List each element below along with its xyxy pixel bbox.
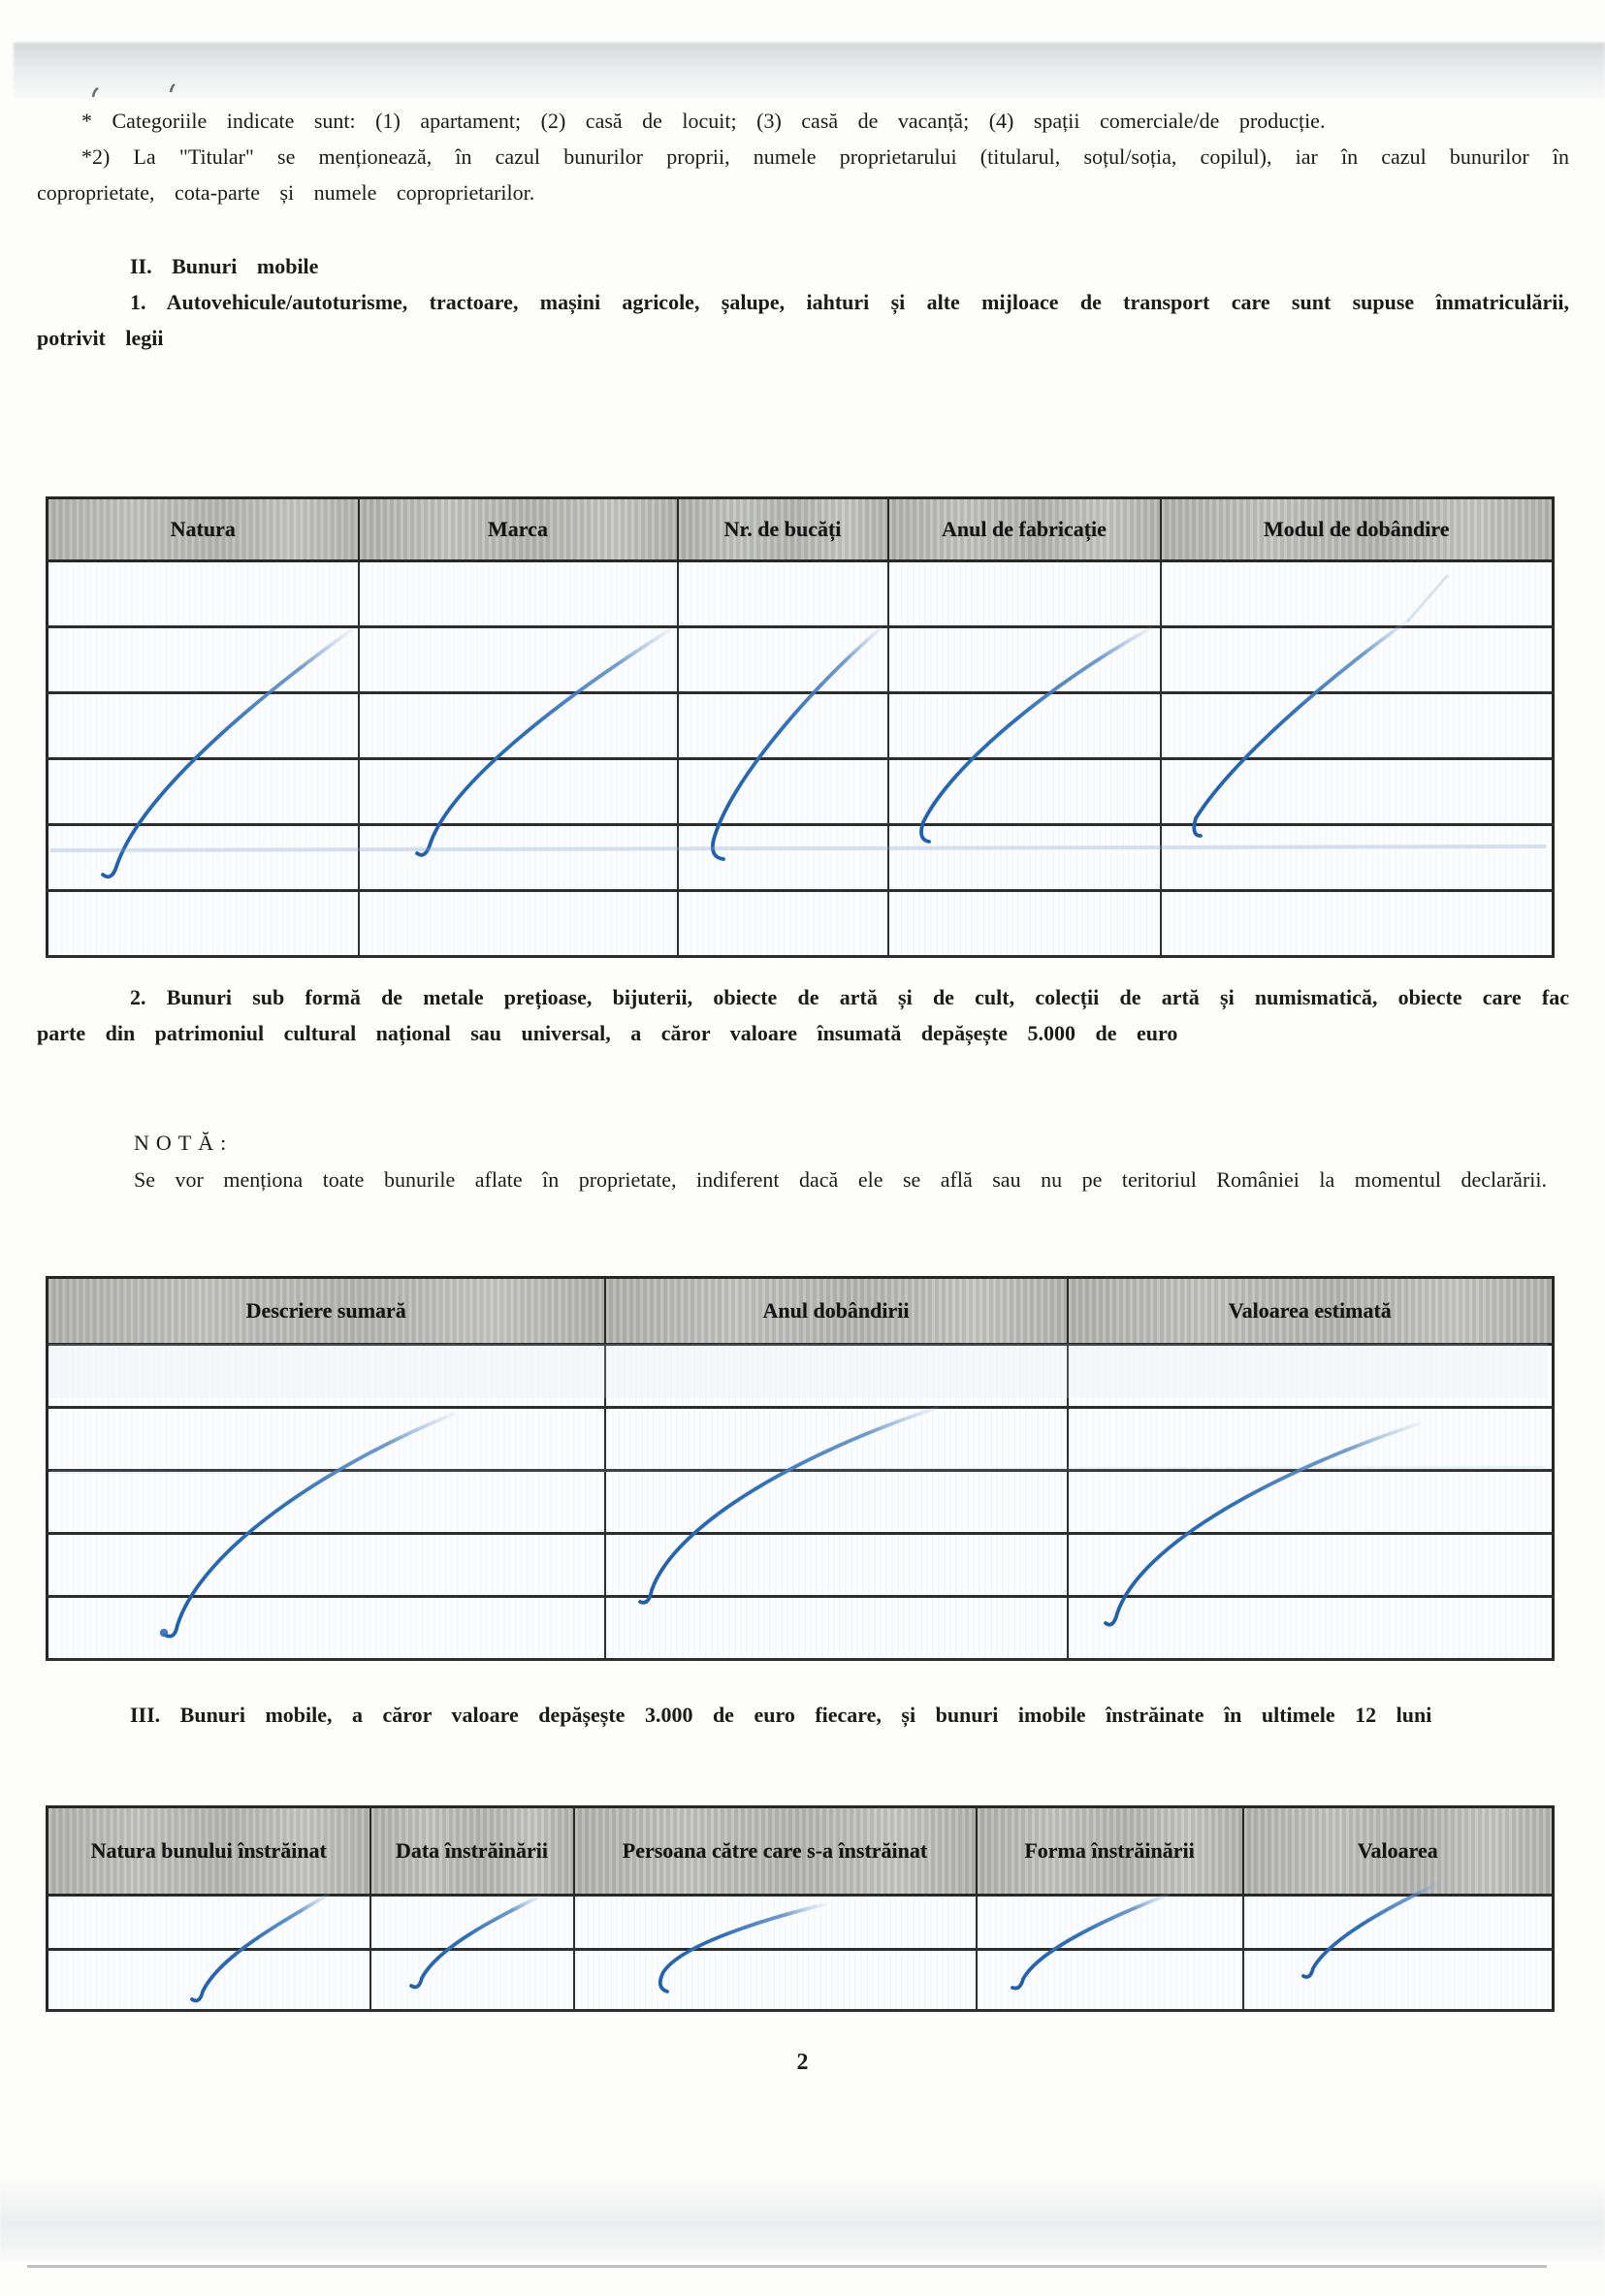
- table-row: [48, 1896, 1554, 1950]
- column-header-marca: Marca: [359, 498, 678, 561]
- empty-cell: [359, 825, 678, 891]
- empty-cell: [48, 891, 359, 957]
- column-header-anul-dobandirii: Anul dobândirii: [605, 1278, 1068, 1345]
- empty-cell: [1068, 1597, 1554, 1660]
- footnote-titular: *2) La "Titular" se menționează, în cazul bunurilor proprii, numele proprietarului (titularul, soțul/soția, copilul), iar în cazul bunurilor în coproprietate, cota-parte și numele coproprietarilor.: [37, 144, 1569, 205]
- column-header-persoana: Persoana către care s-a înstrăinat: [574, 1807, 977, 1896]
- empty-cell: [678, 759, 888, 825]
- empty-cell: [1068, 1471, 1554, 1534]
- empty-cell: [359, 891, 678, 957]
- empty-cell: [48, 759, 359, 825]
- empty-cell: [678, 891, 888, 957]
- empty-cell: [605, 1408, 1068, 1471]
- empty-cell: [48, 1408, 605, 1471]
- empty-cell: [370, 1896, 574, 1950]
- table-row: [48, 1408, 1554, 1471]
- vehicles-table-header-row: [48, 498, 1554, 561]
- empty-cell: [48, 627, 359, 693]
- column-header-an-fabricatie: Anul de fabricație: [888, 498, 1161, 561]
- empty-cell: [1161, 627, 1554, 693]
- column-header-natura: Natura: [48, 498, 359, 561]
- alienated-table-header-row: [48, 1807, 1554, 1896]
- valuables-table-header-row: [48, 1278, 1554, 1345]
- empty-cell: [48, 1597, 605, 1660]
- valuables-table: [46, 1276, 1555, 1661]
- column-header-valoarea-estimata: Valoarea estimată: [1068, 1278, 1554, 1345]
- empty-cell: [574, 1896, 977, 1950]
- scan-artifact-bottom-line: [27, 2265, 1547, 2268]
- table-row: [48, 1950, 1554, 2011]
- scan-artifact-bottom-band: [0, 2176, 1605, 2261]
- empty-cell: [888, 693, 1161, 759]
- empty-cell: [359, 693, 678, 759]
- empty-cell: [888, 561, 1161, 627]
- table-row: [48, 759, 1554, 825]
- empty-cell: [574, 1950, 977, 2011]
- table-row: [48, 1345, 1554, 1408]
- empty-cell: [605, 1534, 1068, 1597]
- section-ii-title: II. Bunuri mobile: [130, 254, 319, 278]
- empty-cell: [977, 1950, 1243, 2011]
- section-ii-item1-heading: 1. Autovehicule/autoturisme, tractoare, mașini agricole, șalupe, iahturi și alte mijloace de transport care sunt supuse înmatriculării, potrivit legii: [37, 290, 1569, 350]
- page-number: 2: [796, 2050, 809, 2075]
- empty-cell: [605, 1471, 1068, 1534]
- empty-cell: [678, 561, 888, 627]
- empty-cell: [48, 693, 359, 759]
- empty-cell: [678, 693, 888, 759]
- empty-cell: [888, 627, 1161, 693]
- empty-cell: [359, 759, 678, 825]
- empty-cell: [1161, 825, 1554, 891]
- empty-cell: [48, 1534, 605, 1597]
- empty-cell: [1161, 693, 1554, 759]
- scan-artifact-top-band: [14, 43, 1605, 99]
- empty-cell: [359, 627, 678, 693]
- empty-cell: [977, 1896, 1243, 1950]
- empty-cell: [48, 561, 359, 627]
- footnotes: [37, 103, 1569, 210]
- table-row: [48, 891, 1554, 957]
- empty-cell: [1161, 759, 1554, 825]
- empty-cell: [1068, 1534, 1554, 1597]
- empty-cell: [605, 1345, 1068, 1408]
- empty-cell: [48, 1471, 605, 1534]
- empty-cell: [605, 1597, 1068, 1660]
- column-header-forma: Forma înstrăinării: [977, 1807, 1243, 1896]
- section-ii-item2-heading: 2. Bunuri sub formă de metale prețioase, bijuterii, obiecte de artă și de cult, colecții de artă și numismatică, obiecte care fac parte din patrimoniul cultural național sau universal, a căror valoare însumată depășește 5.000 de euro: [37, 985, 1569, 1045]
- column-header-nr-bucati: Nr. de bucăți: [678, 498, 888, 561]
- column-header-mod-dobandire: Modul de dobândire: [1161, 498, 1554, 561]
- nota-label: NOTĂ:: [134, 1131, 234, 1155]
- table-row: [48, 561, 1554, 627]
- section-iii-heading: III. Bunuri mobile, a căror valoare depășește 3.000 de euro fiecare, și bunuri imobile înstrăinate în ultimele 12 luni: [130, 1703, 1432, 1727]
- empty-cell: [48, 1896, 370, 1950]
- empty-cell: [1068, 1345, 1554, 1408]
- empty-cell: [888, 825, 1161, 891]
- table-row: [48, 1597, 1554, 1660]
- footnote-categories: * Categoriile indicate sunt: (1) apartament; (2) casă de locuit; (3) casă de vacanță; (4) spații comerciale/de producție.: [81, 109, 1326, 133]
- empty-cell: [1161, 891, 1554, 957]
- empty-cell: [48, 1345, 605, 1408]
- empty-cell: [1068, 1408, 1554, 1471]
- column-header-descriere: Descriere sumară: [48, 1278, 605, 1345]
- table-row: [48, 1471, 1554, 1534]
- empty-cell: [370, 1950, 574, 2011]
- nota-block: [37, 1125, 1569, 1198]
- table-row: [48, 1534, 1554, 1597]
- table-row: [48, 627, 1554, 693]
- column-header-data-instrainarii: Data înstrăinării: [370, 1807, 574, 1896]
- empty-cell: [1243, 1950, 1554, 2011]
- empty-cell: [888, 891, 1161, 957]
- empty-cell: [888, 759, 1161, 825]
- empty-cell: [1243, 1896, 1554, 1950]
- empty-cell: [359, 561, 678, 627]
- column-header-valoarea: Valoarea: [1243, 1807, 1554, 1896]
- empty-cell: [48, 1950, 370, 2011]
- empty-cell: [678, 627, 888, 693]
- table-row: [48, 693, 1554, 759]
- alienated-goods-table: [46, 1805, 1555, 2012]
- empty-cell: [1161, 561, 1554, 627]
- empty-cell: [48, 825, 359, 891]
- nota-text: Se vor menționa toate bunurile aflate în proprietate, indiferent dacă ele se află sau nu pe teritoriul României la momentul declarării.: [134, 1167, 1547, 1192]
- column-header-natura-bunului: Natura bunului înstrăinat: [48, 1807, 370, 1896]
- empty-cell: [678, 825, 888, 891]
- table-row: [48, 825, 1554, 891]
- vehicles-table: [46, 496, 1555, 958]
